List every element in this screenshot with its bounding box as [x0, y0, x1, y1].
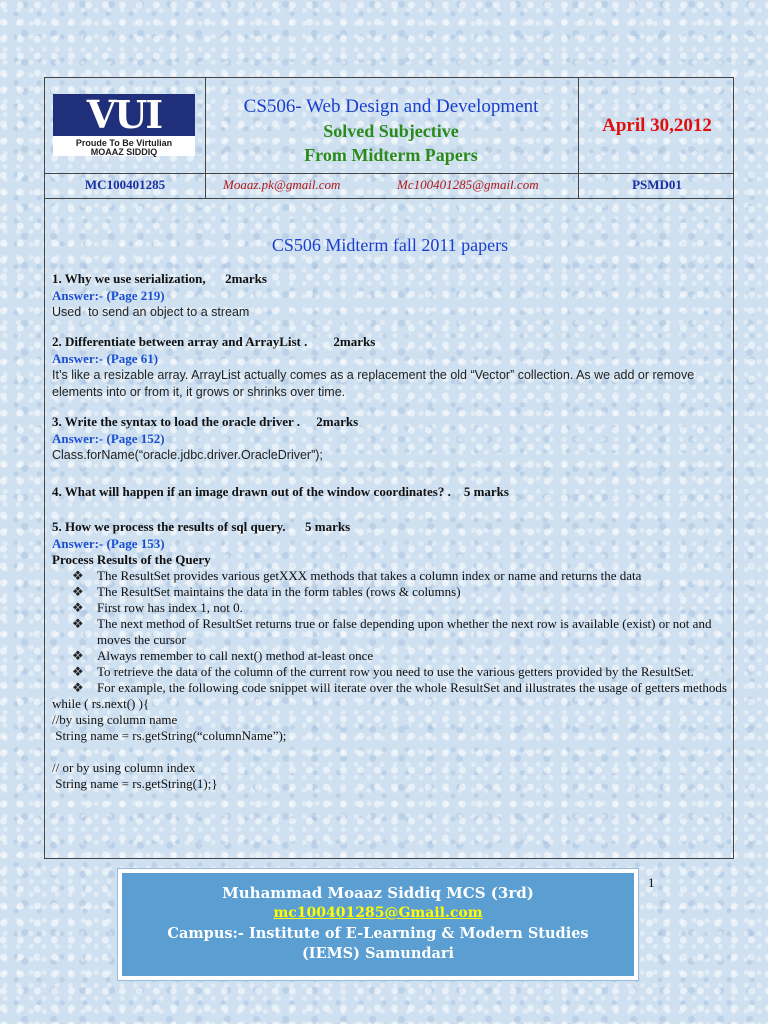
answer-ref-5: Answer:- (Page 153): [52, 536, 165, 551]
diamond-bullet-icon: ❖: [72, 680, 84, 695]
code-line: [52, 744, 728, 760]
code-line: String name = rs.getString(1);}: [52, 776, 218, 791]
list-item: ❖ The next method of ResultSet returns true or false depending upon whether the next row is available (exist) or not and moves the cursor: [72, 616, 712, 647]
diamond-bullet-icon: ❖: [72, 664, 84, 679]
diamond-bullet-icon: ❖: [72, 600, 84, 615]
document-subtitle: Solved Subjective: [323, 121, 459, 141]
author-email-link[interactable]: mc100401285@Gmail.com: [273, 905, 483, 921]
list-item: ❖ To retrieve the data of the column of the current row you need to use the various getters provided by the ResultSet.: [72, 664, 694, 679]
logo-tagline: Proude To Be Virtulian: [75, 138, 173, 148]
answer-text-1: Used to send an object to a stream: [52, 305, 250, 319]
student-id: MC100401285: [84, 177, 166, 192]
page-number: 1: [648, 875, 655, 890]
author-footer: [118, 869, 638, 980]
code-line: //by using column name: [52, 712, 178, 727]
answer-text-3: Class.forName(“oracle.jdbc.driver.OracleDriver”);: [52, 448, 323, 462]
list-item: ❖ For example, the following code snippet will iterate over the whole ResultSet and illustrates the usage of getters methods: [72, 680, 727, 695]
diamond-bullet-icon: ❖: [72, 648, 84, 663]
author-name: Muhammad Moaaz Siddiq MCS (3rd): [222, 884, 534, 902]
diamond-bullet-icon: ❖: [72, 616, 84, 631]
section-title: CS506 Midterm fall 2011 papers: [271, 235, 509, 255]
campus-line: Campus:- Institute of E-Learning & Modern Studies: [167, 925, 589, 942]
list-item: ❖ The ResultSet maintains the data in the form tables (rows & columns): [72, 584, 461, 599]
list-item: ❖ Always remember to call next() method at-least once: [72, 648, 374, 663]
code-line: String name = rs.getString(“columnName”);: [52, 728, 287, 743]
code-snippet: [52, 696, 728, 792]
process-heading: Process Results of the Query: [52, 552, 211, 567]
email-link-2[interactable]: Mc100401285@gmail.com: [397, 177, 539, 192]
document-title: CS506- Web Design and Development: [243, 96, 539, 117]
logo-name: MOAAZ SIDDIQ: [90, 147, 158, 157]
document-body: [52, 194, 728, 792]
answer-text-2: It’s like a resizable array. ArrayList actually comes as a replacement the old “Vector” collection. As we add or remove elements into or from it, it grows or shrinks over time.: [52, 368, 695, 399]
list-item: ❖ The ResultSet provides various getXXX methods that takes a column index or name and returns the data: [72, 568, 642, 583]
vu-logo: [53, 94, 195, 156]
campus-line-2: (IEMS) Samundari: [301, 945, 455, 962]
document-code: PSMD01: [632, 177, 682, 192]
header-divider: [45, 173, 733, 174]
code-line: // or by using column index: [52, 760, 196, 775]
logo-mark: VUI: [53, 94, 195, 136]
diamond-bullet-icon: ❖: [72, 568, 84, 583]
document-frame: [44, 77, 734, 859]
question-1: 1. Why we use serialization, 2marks: [52, 271, 267, 286]
question-3: 3. Write the syntax to load the oracle driver . 2marks: [52, 414, 359, 429]
list-item: ❖ First row has index 1, not 0.: [72, 600, 243, 615]
code-line: while ( rs.next() ){: [52, 696, 150, 711]
diamond-bullet-icon: ❖: [72, 584, 84, 599]
answer-ref-3: Answer:- (Page 152): [52, 431, 165, 446]
bullet-list: [52, 568, 728, 696]
document-date: April 30,2012: [602, 115, 712, 136]
answer-ref-1: Answer:- (Page 219): [52, 288, 165, 303]
document-subtitle-2: From Midterm Papers: [304, 145, 478, 165]
question-2: 2. Differentiate between array and ArrayList . 2marks: [52, 334, 376, 349]
question-4: 4. What will happen if an image drawn out of the window coordinates? . 5 marks: [52, 484, 509, 499]
email-link-1[interactable]: Moaaz.pk@gmail.com: [223, 177, 341, 192]
question-5: 5. How we process the results of sql query. 5 marks: [52, 519, 351, 534]
answer-ref-2: Answer:- (Page 61): [52, 351, 159, 366]
